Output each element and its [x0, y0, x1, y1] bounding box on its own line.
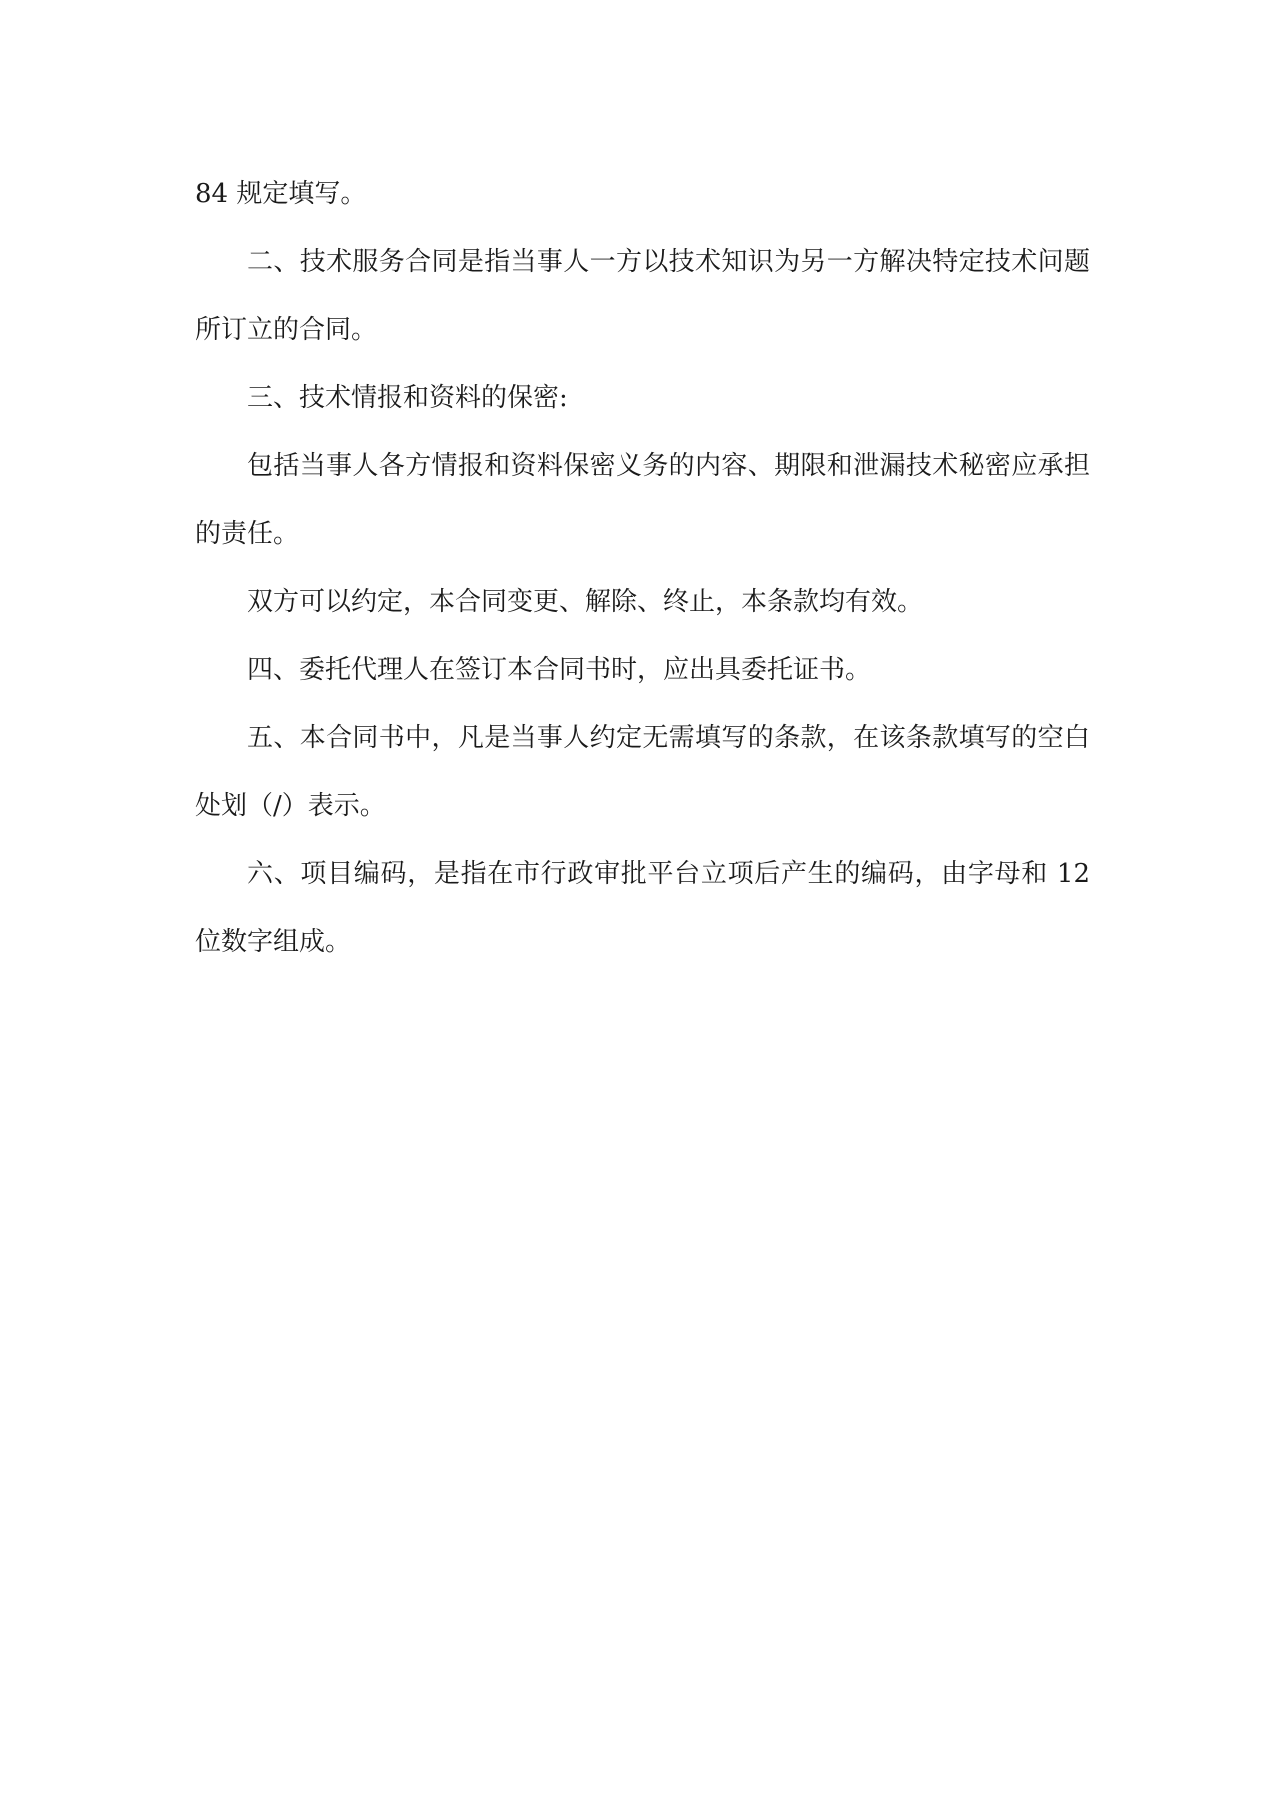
paragraph-clause-validity: 双方可以约定，本合同变更、解除、终止，本条款均有效。	[247, 587, 924, 617]
paragraph-agent-certificate: 四、委托代理人在签订本合同书时，应出具委托证书。	[247, 655, 872, 685]
paragraph-project-code: 六、项目编码，是指在市行政审批平台立项后产生的编码，由字母和 12 位数字组成。	[195, 859, 1090, 957]
paragraph-continuation: 84 规定填写。	[195, 179, 367, 209]
paragraph-technical-service-definition: 二、技术服务合同是指当事人一方以技术知识为另一方解决特定技术问题所订立的合同。	[195, 247, 1090, 345]
paragraph-confidentiality-content: 包括当事人各方情报和资料保密义务的内容、期限和泄漏技术秘密应承担的责任。	[195, 451, 1090, 549]
document-body	[195, 160, 1090, 976]
paragraph-blank-marking: 五、本合同书中，凡是当事人约定无需填写的条款，在该条款填写的空白处划（/）表示。	[195, 723, 1090, 821]
paragraph-confidentiality-heading: 三、技术情报和资料的保密:	[247, 383, 568, 413]
